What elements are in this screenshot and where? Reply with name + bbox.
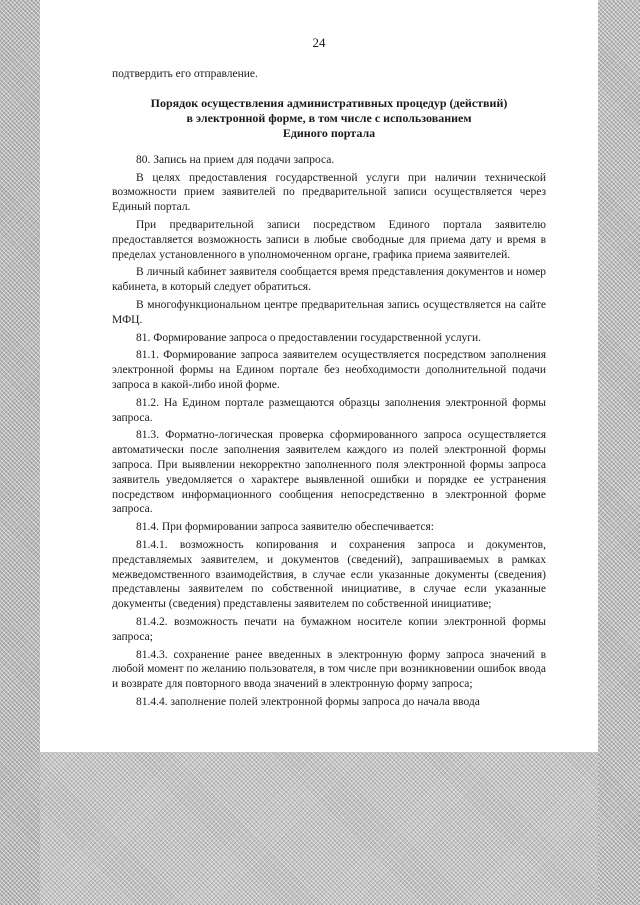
document-page [40,0,598,752]
paragraph: В многофункциональном центре предварительная запись осуществляется на сайте МФЦ. [112,298,546,326]
paragraph: 81.2. На Едином портале размещаются образцы заполнения электронной формы запроса. [112,396,546,424]
paragraph: 81.4. При формировании запроса заявителю обеспечивается: [136,521,435,534]
paragraph: 81.4.3. сохранение ранее введенных в электронную форму запроса значений в любой момент по желанию пользователя, в том числе при возникновении ошибок ввода и возврате для повторного ввода значений в электронную форму запроса; [112,648,546,691]
scan-border-left [0,0,40,905]
heading-line: в электронной форме, в том числе с использованием [186,110,472,125]
paragraph: 81.4.1. возможность копирования и сохранения запроса и документов, представляемых заявителем, и документов (сведений), запрашиваемых в рамках межведомственного взаимодействия, в случае если указанные документы (сведения) представлены заявителем по собственной инициативе, в случае если указанные документы (сведения) представлены заявителем по собственной инициативе; [112,538,546,611]
page-number: 24 [312,35,326,50]
paragraph: 81.3. Форматно-логическая проверка сформированного запроса осуществляется автоматически после заполнения заявителем каждого из полей электронной формы запроса. При выявлении некорректно заполненного поля электронной формы запроса заявитель уведомляется о характере выявленной ошибки и порядке ее устранения посредством информационного сообщения непосредственно в электронной форме запроса. [112,429,546,516]
paragraph: 81.4.4. заполнение полей электронной формы запроса до начала ввода [136,695,480,708]
section-heading [112,96,546,141]
paragraph: При предварительной записи посредством Единого портала заявителю предоставляется возможность записи в любые свободные для приема дату и время в пределах установленного в уполномоченном органе, графика приема заявителей. [112,218,546,261]
heading-line: Единого портала [282,125,376,140]
paragraph: В личный кабинет заявителя сообщается время представления документов и номер кабинета, в который следует обратиться. [112,266,546,294]
paragraph: 81.1. Формирование запроса заявителем осуществляется посредством заполнения электронной формы на Едином портале без необходимости дополнительной подачи запроса в какой-либо иной форме. [112,349,546,391]
scan-border-bottom [40,752,598,905]
continuation-text: подтвердить его отправление. [112,68,258,80]
paragraph: 81.4.2. возможность печати на бумажном носителе копии электронной формы запроса; [112,615,546,643]
paragraph: 80. Запись на прием для подачи запроса. [136,153,335,166]
paragraph: 81. Формирование запроса о предоставлении государственной услуги. [136,331,482,344]
paragraph: В целях предоставления государственной услуги при наличии технической возможности прием заявителей по предварительной записи осуществляется через Единый портал. [112,171,546,214]
document-body [112,67,546,713]
scan-border-right [598,0,640,905]
heading-line: Порядок осуществления административных процедур (действий) [150,95,508,110]
